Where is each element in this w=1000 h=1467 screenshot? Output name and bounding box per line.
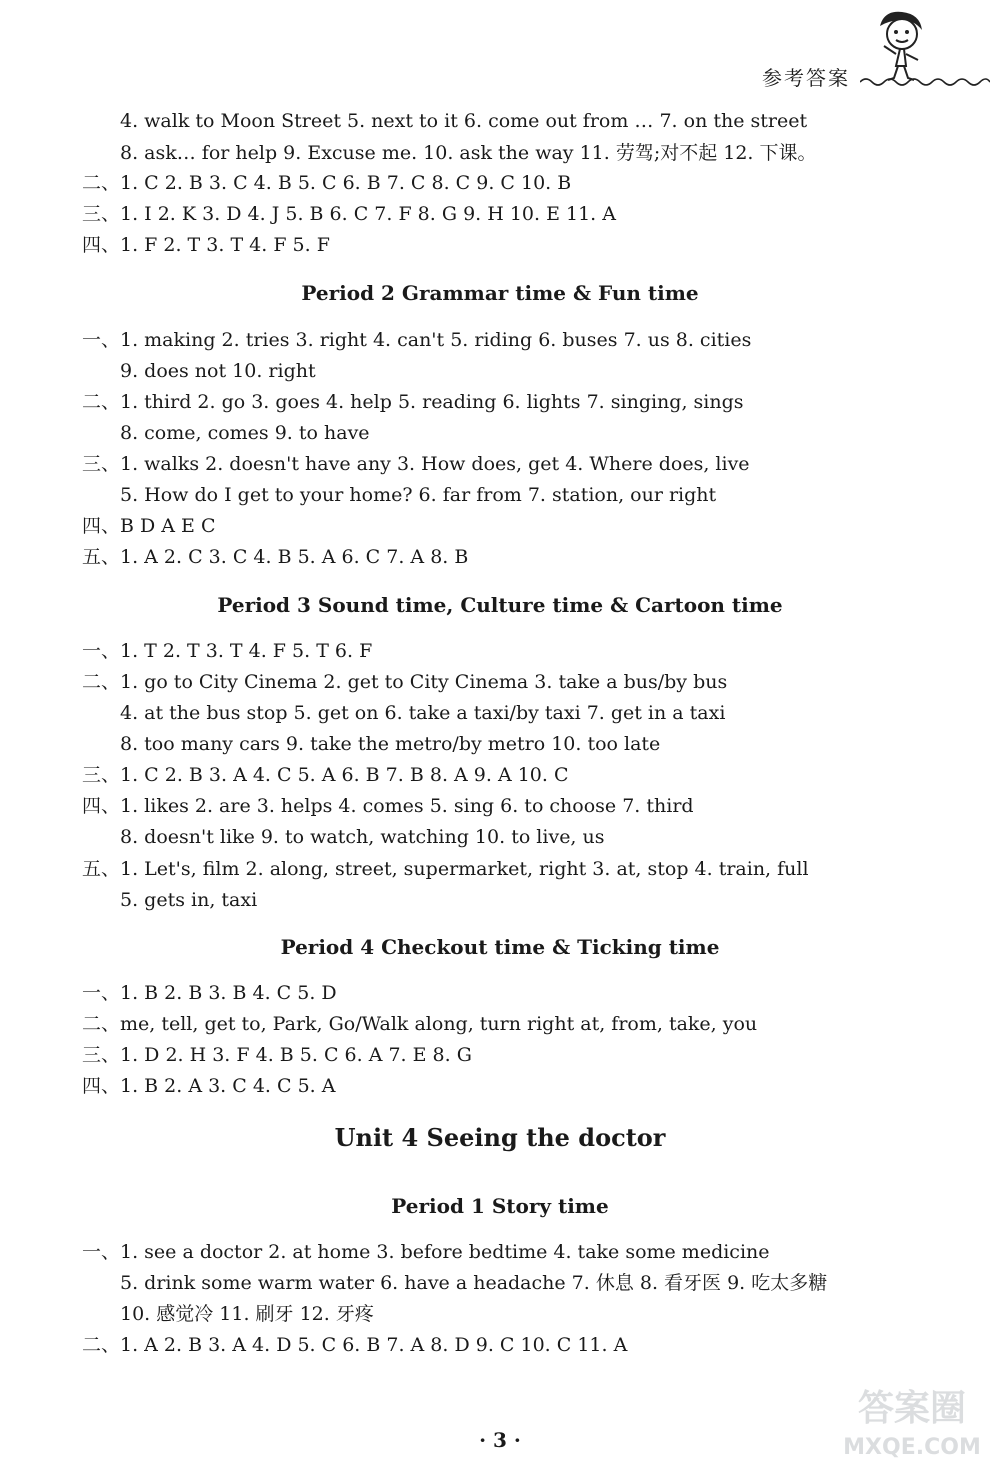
answer-line: 二、1. third 2. go 3. goes 4. help 5. reading 6. lights 7. singing, sings: [82, 391, 744, 413]
answer-line: 四、1. F 2. T 3. T 4. F 5. F: [82, 234, 330, 256]
section-heading: Period 1 Story time: [391, 1194, 609, 1218]
answer-line: 三、1. walks 2. doesn't have any 3. How does, get 4. Where does, live: [82, 453, 750, 475]
answer-line: 五、1. A 2. C 3. C 4. B 5. A 6. C 7. A 8. B: [82, 546, 469, 568]
section-heading: Period 3 Sound time, Culture time & Cartoon time: [217, 593, 783, 617]
answer-line: 一、1. making 2. tries 3. right 4. can't 5. riding 6. buses 7. us 8. cities: [82, 329, 752, 351]
answer-line: 5. How do I get to your home? 6. far from 7. station, our right: [120, 484, 717, 506]
watermark-text: 答案圈: [857, 1388, 967, 1429]
answer-line: 四、1. B 2. A 3. C 4. C 5. A: [82, 1075, 336, 1097]
answer-line: 四、1. likes 2. are 3. helps 4. comes 5. sing 6. to choose 7. third: [82, 795, 694, 817]
answer-line: 5. gets in, taxi: [120, 889, 258, 911]
answer-line: 三、1. D 2. H 3. F 4. B 5. C 6. A 7. E 8. G: [82, 1044, 472, 1066]
wave-decoration: [860, 74, 990, 88]
answer-line: 8. come, comes 9. to have: [120, 422, 370, 444]
section-heading: Period 2 Grammar time & Fun time: [301, 281, 699, 305]
answer-line: 一、1. T 2. T 3. T 4. F 5. T 6. F: [82, 640, 373, 662]
answer-line: 一、1. see a doctor 2. at home 3. before bedtime 4. take some medicine: [82, 1241, 770, 1263]
answer-line: 4. walk to Moon Street 5. next to it 6. come out from … 7. on the street: [120, 110, 808, 132]
answer-line: 8. too many cars 9. take the metro/by metro 10. too late: [120, 733, 661, 755]
answer-line: 三、1. C 2. B 3. A 4. C 5. A 6. B 7. B 8. A 9. A 10. C: [82, 764, 569, 786]
answer-line: 9. does not 10. right: [120, 360, 316, 382]
answer-line: 5. drink some warm water 6. have a headache 7. 休息 8. 看牙医 9. 吃太多糖: [120, 1272, 828, 1294]
page-header: [0, 0, 1000, 110]
answer-line: 二、1. A 2. B 3. A 4. D 5. C 6. B 7. A 8. D 9. C 10. C 11. A: [82, 1334, 628, 1356]
answer-line: 8. doesn't like 9. to watch, watching 10. to live, us: [120, 826, 605, 848]
watermark-logo: [830, 1378, 995, 1463]
answer-line: 二、1. C 2. B 3. C 4. B 5. C 6. B 7. C 8. C 9. C 10. B: [82, 172, 572, 194]
answer-line: 二、me, tell, get to, Park, Go/Walk along, turn right at, from, take, you: [82, 1013, 758, 1035]
answer-line: 8. ask… for help 9. Excuse me. 10. ask the way 11. 劳驾;对不起 12. 下课。: [120, 142, 817, 164]
header-label: 参考答案: [762, 66, 850, 90]
answer-line: 4. at the bus stop 5. get on 6. take a taxi/by taxi 7. get in a taxi: [120, 702, 726, 724]
answer-line: 四、B D A E C: [82, 515, 216, 537]
answer-line: 二、1. go to City Cinema 2. get to City Cinema 3. take a bus/by bus: [82, 671, 728, 693]
answer-line: 一、1. B 2. B 3. B 4. C 5. D: [82, 982, 337, 1004]
section-heading: Period 4 Checkout time & Ticking time: [280, 935, 720, 959]
answer-line: 五、1. Let's, film 2. along, street, supermarket, right 3. at, stop 4. train, full: [82, 858, 809, 880]
watermark-text: MXQE.COM: [843, 1435, 981, 1460]
answer-line: 三、1. I 2. K 3. D 4. J 5. B 6. C 7. F 8. G 9. H 10. E 11. A: [82, 203, 616, 225]
page-number: · 3 ·: [479, 1428, 521, 1452]
answer-line: 10. 感觉冷 11. 刷牙 12. 牙疼: [120, 1303, 374, 1325]
unit-heading: Unit 4 Seeing the doctor: [334, 1123, 666, 1152]
